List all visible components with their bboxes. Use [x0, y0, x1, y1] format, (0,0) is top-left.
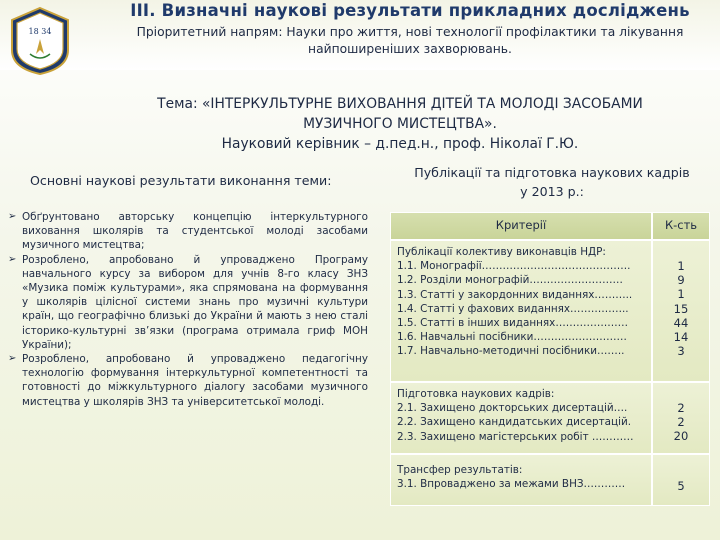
count-value: 1	[677, 287, 685, 302]
publications-heading-line-1: Публікації та підготовка наукових кадрів	[414, 165, 690, 180]
list-item	[8, 253, 368, 352]
result-text: Розроблено, апробовано й упроваджено педагогічну технологію формування інтеркультурної компетентності та готовності до міжкультурного діалогу засобами музичного мистецтва у школярів ЗНЗ та університетської молоді.	[22, 353, 368, 408]
criterion-text: 2.2. Захищено кандидатських дисертацій.	[397, 416, 632, 429]
column-header-criteria	[390, 212, 652, 240]
criterion-text: 2.3. Захищено магістерських робіт …………	[397, 430, 634, 443]
page-title: ІІІ. Визначні наукові результати прикладних досліджень	[130, 1, 690, 20]
criterion-text: Підготовка наукових кадрів:	[397, 388, 555, 400]
criterion-text: 1.5. Статті в інших виданнях…………………	[397, 317, 629, 330]
column-header-count	[652, 212, 710, 240]
count-value: 44	[673, 315, 689, 330]
list-item	[8, 352, 368, 409]
priority-line-2: найпоширеніших захворювань.	[308, 42, 512, 56]
university-crest-logo	[8, 6, 72, 76]
table-row	[390, 240, 652, 382]
criterion-text: 1.6. Навчальні посібники………………………	[397, 331, 627, 344]
priority-direction	[100, 24, 720, 58]
count-value: 15	[673, 301, 689, 316]
logo-year-text: 18 34	[28, 27, 52, 36]
count-value: 2	[677, 401, 685, 415]
count-value: 1	[677, 259, 685, 273]
column-header-label: К-сть	[664, 218, 698, 232]
publications-heading	[392, 163, 712, 201]
theme-line-1: Тема: «ІНТЕРКУЛЬТУРНЕ ВИХОВАННЯ ДІТЕЙ ТА МОЛОДІ ЗАСОБАМИ	[157, 96, 643, 112]
table-cell-count	[652, 240, 710, 382]
arrow-bullet-icon: ➢	[8, 211, 17, 222]
results-heading: Основні наукові результати виконання теми:	[30, 173, 332, 188]
theme-line-2: МУЗИЧНОГО МИСТЕЦТВА».	[303, 116, 497, 132]
criterion-text: Публікації колективу виконавців НДР:	[397, 246, 606, 258]
criterion-text: 1.3. Статті у закордонних виданнях………..	[397, 288, 633, 301]
list-item	[8, 210, 368, 253]
research-theme	[110, 94, 690, 154]
count-value: 2	[677, 415, 685, 430]
column-header-label: Критерії	[495, 218, 547, 232]
criterion-text: 3.1. Впроваджено за межами ВНЗ…………	[397, 478, 626, 491]
count-value: 5	[677, 479, 685, 493]
supervisor-line: Науковий керівник – д.пед.н., проф. Ніколаї Г.Ю.	[221, 136, 579, 152]
table-cell-count	[652, 382, 710, 454]
arrow-bullet-icon: ➢	[8, 253, 17, 265]
criterion-text: 1.7. Навчально-методичні посібники……..	[397, 345, 625, 358]
priority-line-1: Пріоритетний напрям: Науки про життя, нові технології профілактики та лікування	[136, 25, 684, 39]
results-list	[8, 210, 368, 409]
count-value: 14	[673, 330, 689, 345]
count-value: 9	[677, 273, 685, 288]
criterion-text: 1.4. Статті у фахових виданнях……………..	[397, 302, 629, 315]
criterion-text: 1.2. Розділи монографій………………………	[397, 274, 623, 287]
result-text: Обґрунтовано авторську концепцію інтеркультурного виховання школярів та студентської молоді засобами музичного мистецтва;	[22, 211, 368, 252]
criterion-text: 1.1. Монографії…………………………………….	[397, 260, 631, 273]
count-value: 20	[673, 429, 689, 444]
table-row	[390, 454, 652, 506]
count-value: 3	[677, 344, 685, 359]
criterion-text: 2.1. Захищено докторських дисертацій….	[397, 402, 628, 415]
table-row	[390, 382, 652, 454]
table-cell-count	[652, 454, 710, 506]
publications-heading-line-2: у 2013 р.:	[520, 184, 584, 199]
result-text: Розроблено, апробовано й упроваджено Програму навчального курсу за вибором для учнів 8-го класу ЗНЗ «Музика поміж культурами», яка спрямована на формування у школярів цілісної системи знань про музичні культури країн, що географічно близькі до України й мають з нею сталі історико-культурні зв’язки (програма отримала гриф МОН України);	[22, 253, 368, 351]
arrow-bullet-icon: ➢	[8, 353, 17, 365]
criterion-text: Трансфер результатів:	[397, 464, 523, 476]
